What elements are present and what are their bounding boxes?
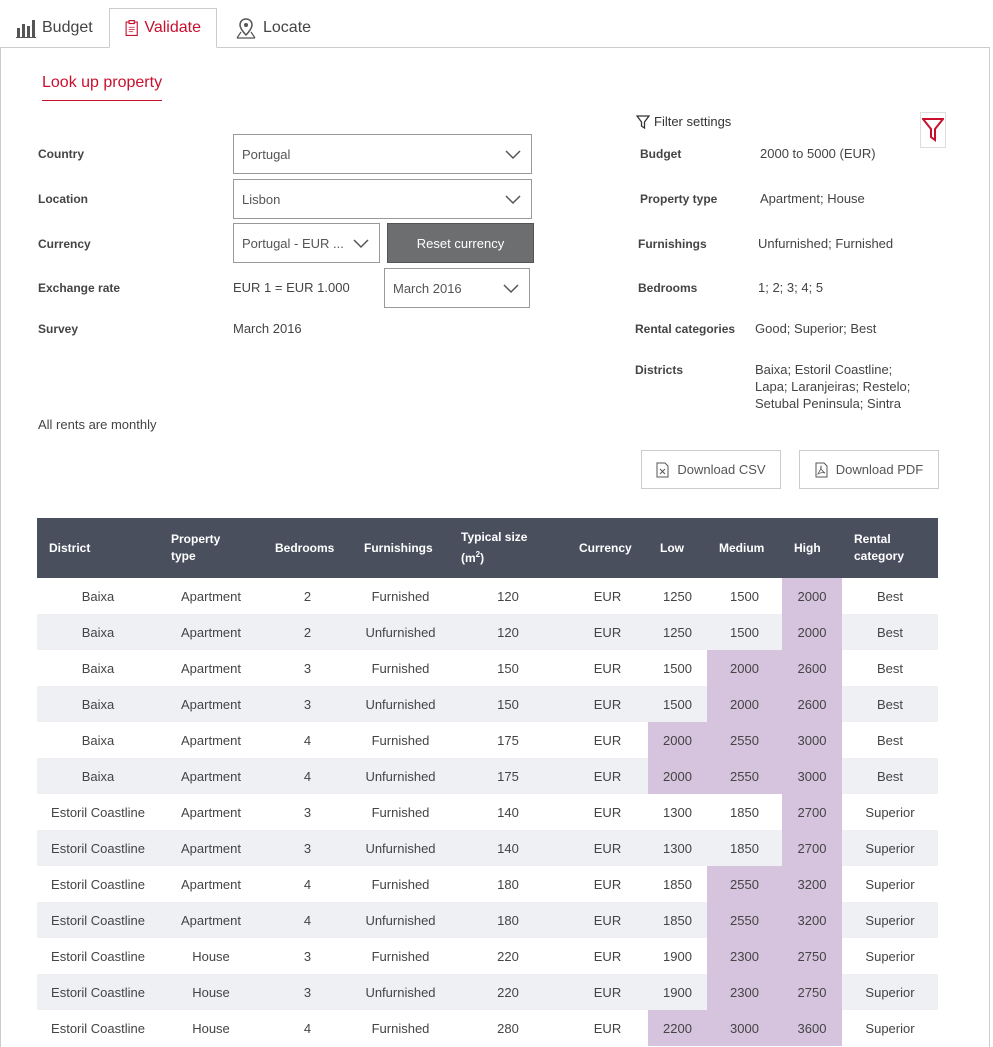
cell-furnishings: Unfurnished [352,758,449,794]
cell-high: 2600 [782,650,842,686]
cell-rc: Best [876,732,903,748]
filter-districts-value [755,361,910,412]
cell-medium: 3000 [707,1010,782,1046]
filter-furnishings-value: Unfurnished; Furnished [758,236,894,251]
filter-districts-label: Districts [635,363,684,377]
districts-line: Setubal Peninsula; Sintra [755,396,901,411]
clipboard-icon [125,17,138,39]
cell-bedrooms: 2 [303,588,312,604]
cell-furnishings: Unfurnished [352,614,449,650]
download-pdf-button[interactable] [799,450,939,489]
cell-low: 2000 [648,758,707,794]
tab-budget[interactable] [16,8,93,48]
cell-bedrooms: 4 [263,758,352,794]
districts-line: Lapa; Laranjeiras; Restelo; [755,379,911,394]
table-row [37,866,938,902]
cell-district: Baixa [37,686,159,722]
tab-locate[interactable] [235,8,311,48]
cell-rc: Best [842,686,938,722]
col-header-furnishings[interactable]: Furnishings [352,518,449,578]
filter-settings-title [636,114,731,129]
cell-low: 2200 [648,1010,707,1046]
chevron-down-icon [505,148,521,160]
col-header-property-type[interactable]: Property type [159,518,263,578]
cell-currency: EUR [567,614,648,650]
tab-budget-label: Budget [42,19,93,36]
cell-medium: 2000 [707,650,782,686]
cell-ptype: House [192,948,230,964]
cell-furnishings: Unfurnished [352,974,449,1010]
bar-chart-icon [16,18,36,38]
cell-medium: 1850 [707,830,782,866]
cell-medium: 2000 [707,686,782,722]
exchange-date-value: March 2016 [393,280,462,296]
reset-currency-button[interactable]: Reset currency [387,223,534,263]
cell-district: Estoril Coastline [51,804,145,820]
cell-low: 1250 [663,588,692,604]
cell-currency: EUR [567,974,648,1010]
cell-size: 220 [497,948,519,964]
col-header-typical-size[interactable]: Typical size $(m^2)$ [449,518,567,578]
cell-medium: 2550 [707,902,782,938]
cell-low: 1250 [648,614,707,650]
cell-rc: Superior [865,876,915,892]
cell-high: 2000 [782,614,842,650]
cell-currency: EUR [567,758,648,794]
cell-bedrooms: 3 [303,804,312,820]
currency-label: Currency [38,237,91,251]
tab-validate[interactable] [109,8,217,48]
cell-size: 175 [497,732,519,748]
cell-size: 220 [449,974,567,1010]
cell-medium: 2550 [707,758,782,794]
cell-district: Baixa [81,660,115,676]
currency-value: Portugal - EUR ... [242,235,344,251]
cell-bedrooms: 4 [303,732,312,748]
cell-ptype: Apartment [159,686,263,722]
chevron-down-icon [353,237,369,249]
cell-low: 2000 [648,722,707,758]
cell-furnishings: Unfurnished [352,830,449,866]
cell-ptype: Apartment [181,588,241,604]
cell-furnishings: Furnished [371,660,430,676]
cell-medium: 1500 [707,614,782,650]
cell-high: 2700 [782,830,842,866]
table-row [37,614,938,650]
chevron-down-icon [503,282,519,294]
cell-rc: Superior [842,902,938,938]
cell-low: 1900 [663,948,692,964]
cell-size: 150 [497,660,519,676]
cell-currency: EUR [593,1020,622,1036]
download-pdf-label: Download PDF [835,462,924,477]
cell-ptype: Apartment [159,830,263,866]
table-row [37,578,938,614]
look-up-property-link[interactable]: Look up property [42,74,162,101]
country-value: Portugal [242,146,291,162]
cell-bedrooms: 3 [263,974,352,1010]
cell-ptype: House [159,974,263,1010]
filter-budget-value: 2000 to 5000 (EUR) [760,146,876,161]
cell-currency: EUR [593,804,622,820]
filter-budget-label: Budget [640,147,682,161]
cell-low: 1900 [648,974,707,1010]
cell-furnishings: Furnished [371,1020,430,1036]
pdf-file-icon [815,462,828,478]
col-header-rental-category[interactable]: Rental category [842,518,938,578]
col-header-bedrooms[interactable]: Bedrooms [263,518,352,578]
cell-furnishings: Furnished [371,876,430,892]
cell-low: 1500 [648,686,707,722]
cell-size: 180 [449,902,567,938]
cell-currency: EUR [593,660,622,676]
tab-locate-label: Locate [263,19,312,36]
location-select[interactable] [233,179,532,219]
cell-medium: 2550 [707,722,782,758]
cell-high: 2750 [782,974,842,1010]
filter-property-value: Apartment; House [760,191,865,206]
cell-rc: Superior [865,804,915,820]
survey-label: Survey [38,322,79,336]
cell-low: 1300 [663,804,692,820]
cell-medium: 2300 [707,974,782,1010]
cell-size: 280 [497,1020,519,1036]
tab-bar [0,0,993,48]
cell-bedrooms: 4 [303,1020,312,1036]
table-row [37,974,938,1010]
filter-icon [636,115,650,129]
cell-low: 1850 [648,902,707,938]
table-row [37,722,938,758]
cell-medium: 2300 [707,938,782,974]
filter-settings-label: Filter settings [654,114,732,129]
currency-select[interactable] [233,223,380,263]
filter-bedrooms-value: 1; 2; 3; 4; 5 [758,280,824,295]
cell-low: 1850 [663,876,692,892]
districts-line: Baixa; Estoril Coastline; [755,362,893,377]
cell-high: 2600 [782,686,842,722]
cell-furnishings: Furnished [371,804,430,820]
table-row [37,686,938,722]
cell-ptype: Apartment [159,614,263,650]
map-pin-icon [235,17,257,39]
cell-district: Estoril Coastline [37,974,159,1010]
cell-district: Estoril Coastline [37,902,159,938]
cell-size: 150 [449,686,567,722]
cell-currency: EUR [567,902,648,938]
cell-high: 3200 [782,866,842,902]
rent-table [37,518,938,1046]
survey-value: March 2016 [233,321,302,336]
cell-furnishings: Furnished [371,732,430,748]
download-csv-button[interactable] [641,450,781,489]
filter-rental-label: Rental categories [635,322,736,336]
cell-bedrooms: 3 [303,660,312,676]
cell-medium: 1500 [730,588,759,604]
cell-district: Baixa [81,732,115,748]
filter-rental-value: Good; Superior; Best [755,321,877,336]
col-header-currency[interactable]: Currency [567,518,648,578]
cell-rc: Best [842,758,938,794]
country-select[interactable] [233,134,532,174]
cell-district: Estoril Coastline [51,948,145,964]
cell-ptype: Apartment [159,902,263,938]
cell-high: 3000 [782,758,842,794]
filter-furnishings-label: Furnishings [638,237,707,251]
cell-furnishings: Furnished [371,588,430,604]
exchange-rate-label: Exchange rate [38,281,121,295]
table-row [37,794,938,830]
col-header-district[interactable]: District [37,518,159,578]
country-label: Country [38,147,84,161]
cell-low: 1500 [663,660,692,676]
cell-furnishings: Unfurnished [352,902,449,938]
col-header-medium[interactable]: Medium [707,518,782,578]
cell-bedrooms: 4 [263,902,352,938]
filter-toggle-button[interactable] [920,112,946,148]
table-row [37,1010,938,1046]
table-row [37,938,938,974]
table-row [37,650,938,686]
cell-high: 3200 [782,902,842,938]
cell-rc: Best [876,588,903,604]
table-row [37,758,938,794]
cell-medium: 2550 [707,866,782,902]
cell-high: 3000 [782,722,842,758]
cell-ptype: Apartment [181,732,241,748]
cell-district: Estoril Coastline [51,876,145,892]
cell-rc: Superior [842,830,938,866]
cell-ptype: House [192,1020,230,1036]
cell-bedrooms: 3 [263,686,352,722]
funnel-icon [922,117,944,143]
cell-size: 180 [497,876,519,892]
download-csv-label: Download CSV [677,462,766,477]
cell-ptype: Apartment [181,876,241,892]
cell-furnishings: Furnished [371,948,430,964]
table-row [37,902,938,938]
cell-rc: Best [842,614,938,650]
cell-ptype: Apartment [181,660,241,676]
cell-size: 140 [497,804,519,820]
cell-district: Baixa [81,588,115,604]
cell-furnishings: Unfurnished [352,686,449,722]
cell-high: 2700 [782,794,842,830]
cell-high: 2000 [782,578,842,614]
location-label: Location [38,192,88,206]
cell-currency: EUR [593,588,622,604]
cell-high: 2750 [782,938,842,974]
cell-district: Estoril Coastline [37,830,159,866]
cell-ptype: Apartment [159,758,263,794]
cell-district: Baixa [37,614,159,650]
cell-ptype: Apartment [181,804,241,820]
cell-bedrooms: 3 [263,830,352,866]
cell-high: 3600 [782,1010,842,1046]
cell-currency: EUR [567,686,648,722]
cell-size: 120 [497,588,519,604]
cell-low: 1300 [648,830,707,866]
exchange-rate-value: EUR 1 = EUR 1.000 [233,280,350,295]
csv-file-icon [656,462,669,478]
cell-rc: Superior [865,948,915,964]
cell-rc: Superior [842,974,938,1010]
table-header-row [37,518,938,578]
tab-validate-label: Validate [144,19,201,36]
cell-medium: 1850 [730,804,759,820]
col-header-high[interactable]: High [782,518,842,578]
cell-rc: Superior [865,1020,915,1036]
cell-currency: EUR [593,948,622,964]
cell-bedrooms: 4 [303,876,312,892]
chevron-down-icon [505,193,521,205]
cell-size: 140 [449,830,567,866]
cell-currency: EUR [567,830,648,866]
exchange-date-select[interactable] [384,268,530,308]
monthly-note: All rents are monthly [38,417,157,432]
location-value: Lisbon [242,191,281,207]
filter-property-label: Property type [640,192,718,206]
cell-bedrooms: 2 [263,614,352,650]
table-row [37,830,938,866]
cell-district: Baixa [37,758,159,794]
cell-size: 120 [449,614,567,650]
cell-rc: Best [876,660,903,676]
cell-currency: EUR [593,732,622,748]
cell-district: Estoril Coastline [51,1020,145,1036]
col-header-low[interactable]: Low [648,518,707,578]
cell-currency: EUR [593,876,622,892]
cell-bedrooms: 3 [303,948,312,964]
cell-size: 175 [449,758,567,794]
filter-bedrooms-label: Bedrooms [638,281,698,295]
